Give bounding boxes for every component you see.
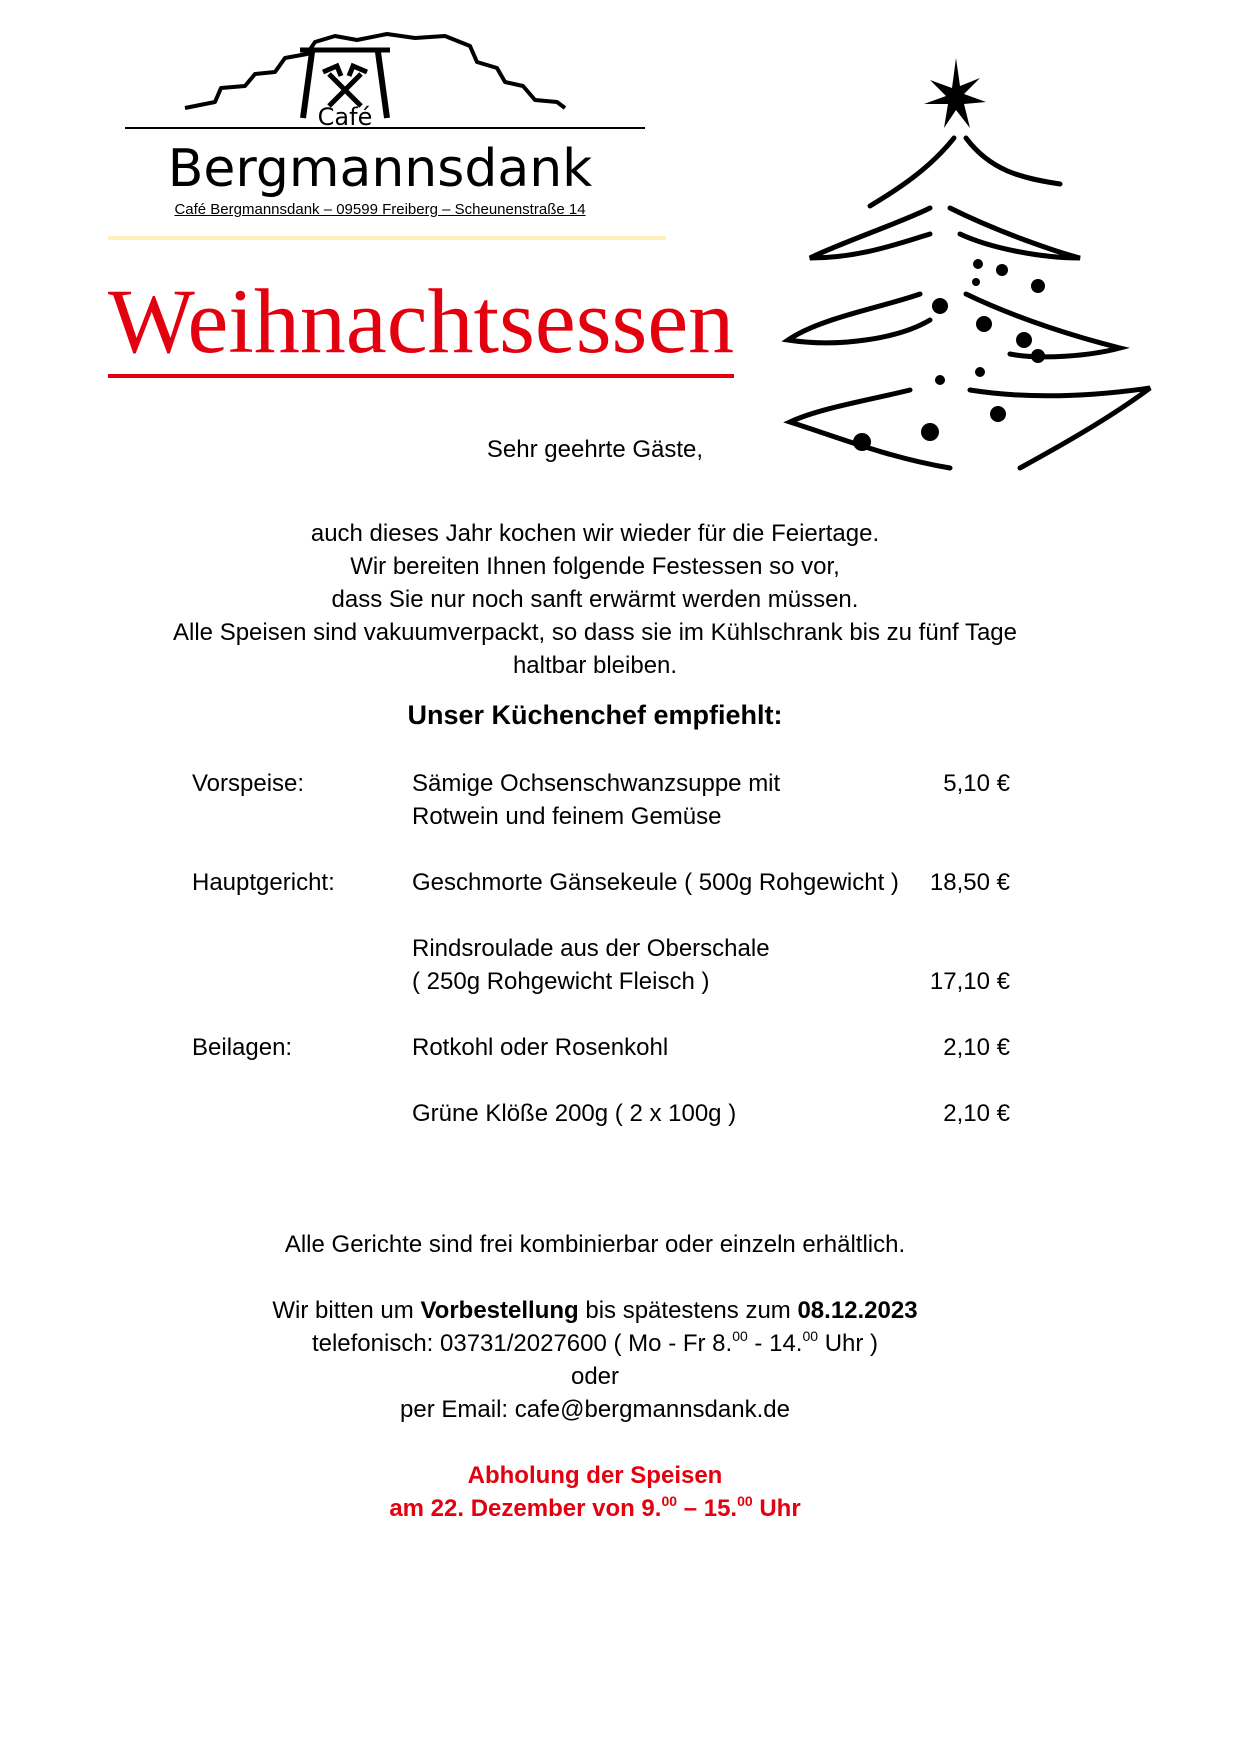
greeting: Sehr geehrte Gäste,	[486, 436, 704, 463]
menu-price: 2,10 €	[943, 1034, 1010, 1061]
order-bold: Vorbestellung	[420, 1297, 579, 1324]
pickup-text: – 15.	[677, 1495, 738, 1522]
intro-line: auch dieses Jahr kochen wir wieder für die Feiertage.	[310, 520, 880, 547]
menu-category: Vorspeise:	[192, 770, 305, 797]
phone-text: Uhr )	[818, 1330, 879, 1357]
email-line: per Email: cafe@bergmannsdank.de	[400, 1396, 790, 1423]
phone-line	[0, 1327, 1190, 1360]
logo-brand-text: Bergmannsdank	[167, 139, 593, 198]
address-line: Café Bergmannsdank – 09599 Freiberg – Scheunenstraße 14	[174, 201, 586, 218]
menu-dish	[412, 932, 770, 998]
intro-line: dass Sie nur noch sanft erwärmt werden müssen.	[331, 586, 859, 613]
menu-price: 5,10 €	[943, 770, 1010, 797]
header-rule	[108, 236, 666, 240]
phone-text: - 14.	[747, 1330, 803, 1357]
menu-category: Hauptgericht:	[192, 869, 335, 896]
intro-line: haltbar bleiben.	[512, 652, 678, 679]
hammer-and-pick-icon	[323, 66, 367, 106]
oder-line: oder	[570, 1363, 620, 1390]
logo-mountain-icon	[125, 28, 645, 198]
menu-price: 18,50 €	[929, 869, 1010, 896]
pickup-title: Abholung der Speisen	[467, 1462, 723, 1489]
menu-price: 17,10 €	[929, 968, 1010, 995]
order-date: 08.12.2023	[797, 1297, 918, 1324]
intro-text	[0, 517, 1190, 682]
menu-category: Beilagen:	[192, 1034, 293, 1061]
menu-dish	[412, 866, 899, 899]
combinable-note: Alle Gerichte sind frei kombinierbar oder einzeln erhältlich.	[284, 1231, 906, 1258]
menu-dish-line: Sämige Ochsenschwanzsuppe mit	[412, 770, 781, 797]
pickup-sup: 00	[661, 1493, 678, 1509]
logo-cafe-text: Café	[317, 103, 373, 131]
order-text: bis spätestens zum	[578, 1297, 798, 1324]
menu-price: 2,10 €	[943, 1100, 1010, 1127]
menu-dish	[412, 1097, 736, 1130]
menu-dish	[412, 767, 780, 833]
pickup-text: Uhr	[752, 1495, 801, 1522]
pickup-text: am 22. Dezember von 9.	[389, 1495, 662, 1522]
menu-dish-line: Rotwein und feinem Gemüse	[412, 803, 722, 830]
intro-line: Alle Speisen sind vakuumverpackt, so dass sie im Kühlschrank bis zu fünf Tage	[173, 619, 1017, 646]
order-text: Wir bitten um	[272, 1297, 421, 1324]
menu-heading: Unser Küchenchef empfiehlt:	[407, 700, 783, 730]
intro-line: Wir bereiten Ihnen folgende Festessen so vor,	[350, 553, 840, 580]
order-line	[0, 1294, 1190, 1327]
menu-dish-line: Geschmorte Gänsekeule ( 500g Rohgewicht )	[412, 869, 899, 896]
phone-sup: 00	[732, 1328, 748, 1344]
menu-dish-line: Rotkohl oder Rosenkohl	[412, 1034, 669, 1061]
page-title: Weihnachtsessen	[108, 268, 734, 378]
christmas-tree-icon	[780, 58, 1160, 478]
pickup-sup: 00	[737, 1493, 753, 1509]
menu-dish-line: Grüne Klöße 200g ( 2 x 100g )	[412, 1100, 737, 1127]
phone-text: telefonisch: 03731/2027600 ( Mo - Fr 8.	[311, 1330, 733, 1357]
pickup-time	[0, 1492, 1190, 1525]
menu-dish-line: Rindsroulade aus der Oberschale	[412, 935, 770, 962]
menu-dish-line: ( 250g Rohgewicht Fleisch )	[412, 968, 710, 995]
menu-dish	[412, 1031, 668, 1064]
phone-sup: 00	[802, 1328, 819, 1344]
